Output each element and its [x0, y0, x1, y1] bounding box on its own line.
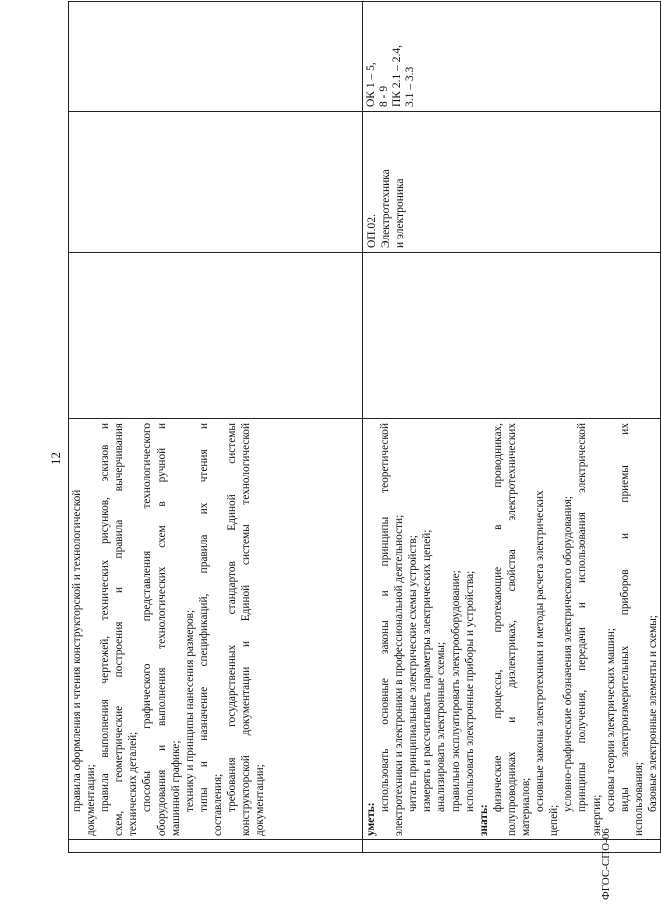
- text-line: технических деталей;: [127, 731, 140, 836]
- competency-code: 8 - 9: [378, 85, 390, 107]
- table-row: [363, 2, 661, 853]
- discipline-text: [363, 112, 409, 252]
- competencies-text: [363, 2, 419, 111]
- table-cell-requirements: [69, 419, 363, 840]
- text-line: основы теории электрических машин;: [604, 628, 617, 812]
- competency-code: ОК 1 – 5,: [365, 62, 377, 107]
- standards-table: [68, 1, 661, 853]
- text-line: правильно эксплуатировать электрооборудование;: [449, 570, 462, 812]
- text-line: условно-графические обозначения электрического оборудования;: [562, 496, 575, 812]
- text-line: измерять и рассчитывать параметры электрических цепей;: [421, 529, 434, 812]
- competency-code: 3.1 – 3.3: [404, 66, 416, 107]
- text-line: использовать основные законы и принципы теоретической: [379, 423, 392, 812]
- text-line: составления;: [211, 773, 224, 836]
- text-line: основные законы электротехники и методы расчета электрических: [534, 490, 547, 812]
- text-line: базовые электронные элементы и схемы;: [646, 615, 659, 812]
- table-cell-empty: [69, 112, 363, 253]
- table-cell-discipline: [363, 112, 661, 253]
- text-line: виды электроизмерительных приборов и приемы их: [618, 423, 631, 812]
- text-line: электротехники и электроники в профессиональной деятельности;: [393, 514, 406, 836]
- text-line: энергии;: [590, 794, 603, 836]
- table-cell-empty: [69, 2, 363, 112]
- table-cell-empty: [69, 253, 363, 419]
- text-line: технику и принципы нанесения размеров;: [183, 609, 196, 812]
- requirements-text: [363, 419, 660, 839]
- text-line: цепей;: [548, 804, 561, 836]
- table-cell-index: [363, 840, 661, 853]
- discipline-name: и электроника: [394, 178, 406, 248]
- text-line: документации;: [85, 764, 98, 836]
- requirements-text: [69, 419, 267, 839]
- discipline-name: Электротехника: [380, 169, 392, 248]
- text-line: правила выполнения чертежей, технических рисунков, эскизов и: [99, 423, 112, 812]
- text-line: конструкторской документации и Единой системы технологической: [240, 423, 253, 836]
- text-line: способы графического представления технологического: [141, 423, 154, 812]
- text-line: использования;: [632, 761, 645, 836]
- table-cell-competencies: [363, 2, 661, 112]
- text-line: физические процессы, протекающие в проводниках,: [491, 423, 504, 812]
- text-line: анализировать электронные схемы;: [435, 641, 448, 812]
- discipline-code: ОП.02.: [366, 214, 378, 248]
- table-cell-index: [69, 840, 363, 853]
- text-line: документации;: [254, 764, 267, 836]
- text-line: полупроводниках и диэлектриках, свойства электротехнических: [505, 423, 518, 836]
- text-line: типы и назначение спецификаций, правила их чтения и: [197, 423, 210, 812]
- text-line: использовать электронные приборы и устройства;: [463, 570, 476, 812]
- footer-code: ФГОС-СПО-06: [600, 828, 612, 900]
- text-line: принципы получения, передачи и использования электрической: [576, 423, 589, 812]
- text-line: оборудования и выполнения технологических схем в ручной и: [155, 423, 168, 836]
- text-line: машинной графике;: [169, 740, 182, 836]
- page-number: 12: [48, 452, 63, 465]
- knowledge-label: знать:: [477, 804, 490, 836]
- text-line: правила оформления и чтения конструкторской и технологической: [71, 489, 83, 812]
- table-cell-requirements: [363, 419, 661, 840]
- table-row: [69, 2, 363, 853]
- table-cell-empty: [363, 253, 661, 419]
- competency-code: ПК 2.1 – 2.4,: [391, 45, 403, 107]
- text-line: требования государственных стандартов Единой системы: [226, 423, 239, 812]
- text-line: читать принципиальные электрические схемы устройств;: [407, 535, 420, 812]
- text-line: материалов;: [520, 777, 533, 836]
- text-line: схем, геометрические построения и правила вычерчивания: [113, 423, 126, 836]
- skills-label: уметь:: [365, 802, 377, 836]
